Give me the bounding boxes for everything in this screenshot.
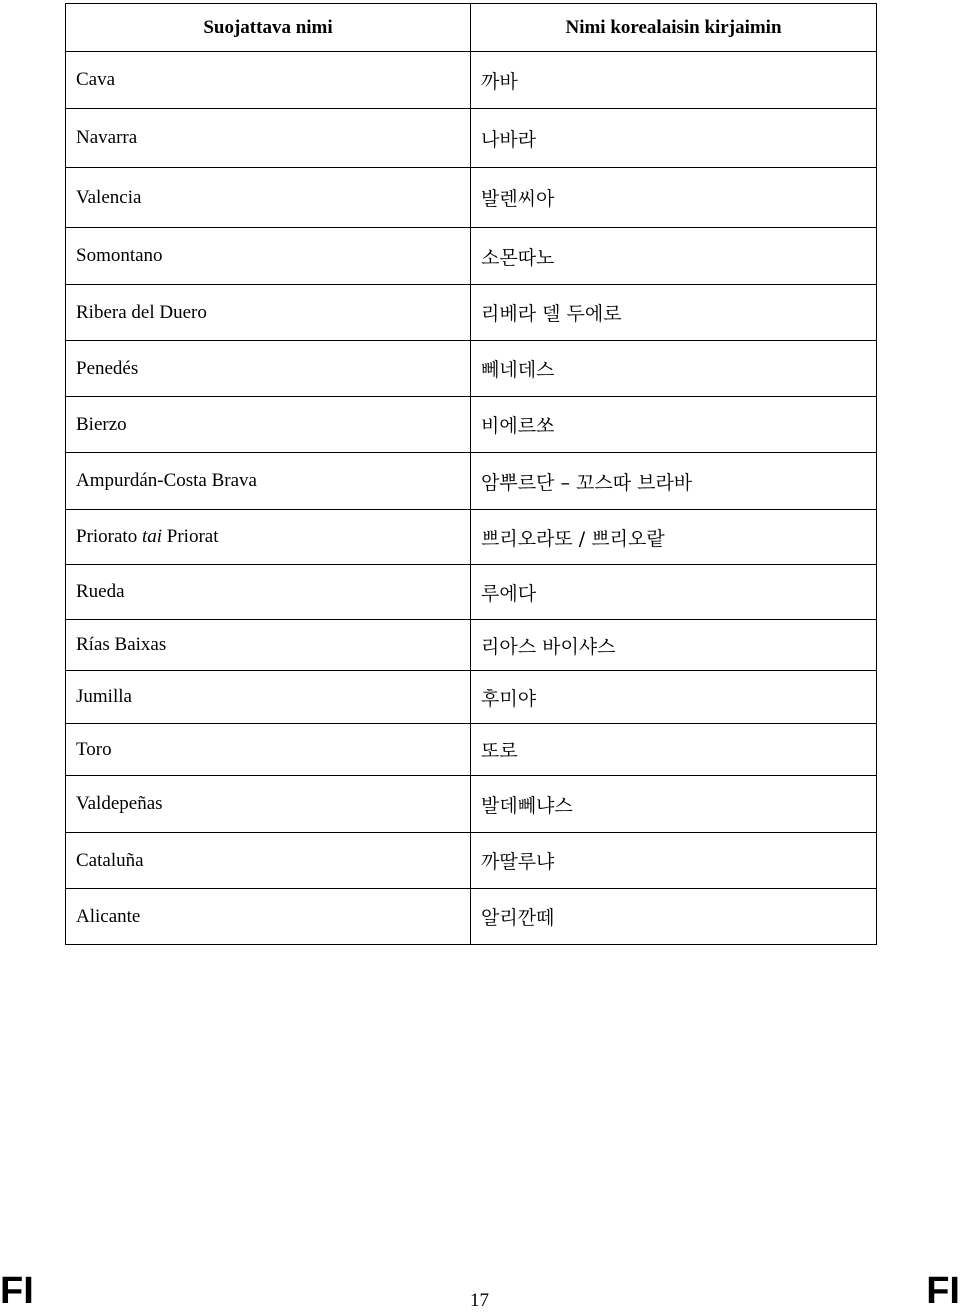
protected-name-cell: Jumilla xyxy=(66,671,471,724)
table-row xyxy=(66,889,877,945)
table-row xyxy=(66,109,877,168)
korean-name-cell: 비에르쏘 xyxy=(471,397,877,453)
table-row xyxy=(66,565,877,620)
korean-name-cell: 나바라 xyxy=(471,109,877,168)
header-korean-name: Nimi korealaisin kirjaimin xyxy=(471,4,877,52)
korean-name-cell: 암뿌르단 – 꼬스따 브라바 xyxy=(471,453,877,510)
name-conjunction: tai xyxy=(141,526,163,547)
korean-name-cell: 까딸루냐 xyxy=(471,833,877,889)
header-protected-name: Suojattava nimi xyxy=(66,4,471,52)
korean-name-cell: 소몬따노 xyxy=(471,228,877,285)
protected-name-cell: Bierzo xyxy=(66,397,471,453)
protected-name-cell xyxy=(66,510,471,565)
korean-name-cell: 알리깐떼 xyxy=(471,889,877,945)
protected-name-cell: Ampurdán-Costa Brava xyxy=(66,453,471,510)
protected-name-cell: Somontano xyxy=(66,228,471,285)
table-row xyxy=(66,776,877,833)
table-row xyxy=(66,671,877,724)
korean-name-cell: 후미야 xyxy=(471,671,877,724)
korean-name-cell: 발데뻬냐스 xyxy=(471,776,877,833)
protected-name-cell: Ribera del Duero xyxy=(66,285,471,341)
korean-name-cell: 발렌씨아 xyxy=(471,168,877,228)
protected-name-cell: Cava xyxy=(66,52,471,109)
table-row xyxy=(66,397,877,453)
table-row xyxy=(66,620,877,671)
protected-names-table xyxy=(65,3,877,945)
korean-name-cell: 리아스 바이샤스 xyxy=(471,620,877,671)
korean-name-cell: 루에다 xyxy=(471,565,877,620)
korean-name-cell: 까바 xyxy=(471,52,877,109)
table-row xyxy=(66,285,877,341)
table-header-row xyxy=(66,4,877,52)
protected-name-cell: Toro xyxy=(66,724,471,776)
protected-name-cell: Navarra xyxy=(66,109,471,168)
protected-name-cell: Valencia xyxy=(66,168,471,228)
footer-language-code-left: FI xyxy=(0,1270,34,1312)
protected-name-cell: Alicante xyxy=(66,889,471,945)
korean-name-cell: 리베라 델 두에로 xyxy=(471,285,877,341)
protected-name-cell: Penedés xyxy=(66,341,471,397)
korean-name-cell: 쁘리오라또 / 쁘리오랕 xyxy=(471,510,877,565)
name-part: Priorat xyxy=(162,526,219,547)
page-number: 17 xyxy=(470,1290,489,1311)
table-row xyxy=(66,724,877,776)
table-row xyxy=(66,341,877,397)
footer-language-code-right: FI xyxy=(926,1270,960,1312)
table-row xyxy=(66,453,877,510)
korean-name-cell: 뻬네데스 xyxy=(471,341,877,397)
protected-name-cell: Rías Baixas xyxy=(66,620,471,671)
protected-name-cell: Rueda xyxy=(66,565,471,620)
protected-name-cell: Valdepeñas xyxy=(66,776,471,833)
table-row xyxy=(66,510,877,565)
name-part: Priorato xyxy=(76,526,142,547)
table-row xyxy=(66,52,877,109)
korean-name-cell: 또로 xyxy=(471,724,877,776)
table-row xyxy=(66,168,877,228)
protected-name-cell: Cataluña xyxy=(66,833,471,889)
table-row xyxy=(66,833,877,889)
table-row xyxy=(66,228,877,285)
